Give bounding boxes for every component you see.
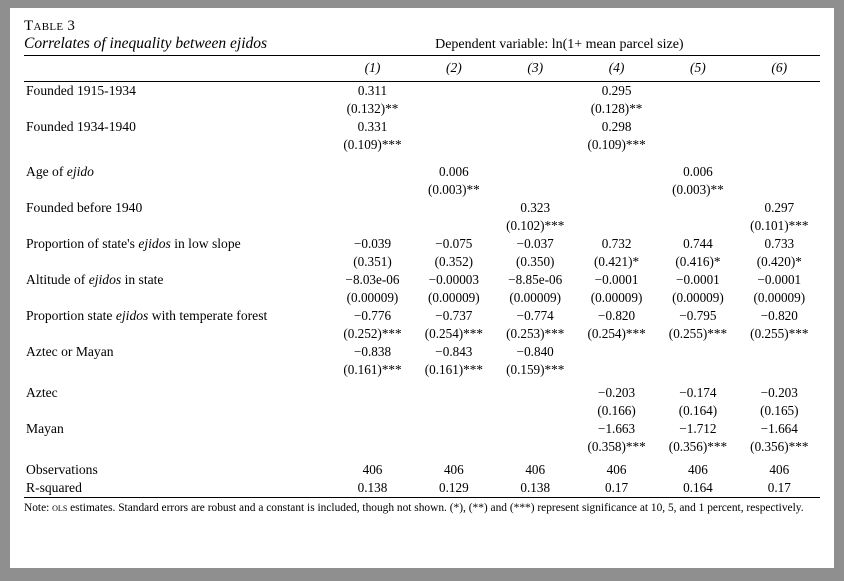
coef-cell bbox=[657, 199, 738, 217]
column-header-row bbox=[24, 56, 820, 81]
table-number: Table 3 bbox=[24, 18, 76, 34]
rsq-cell: 0.164 bbox=[683, 480, 713, 495]
coef-cell bbox=[657, 118, 738, 136]
se-cell: (0.254)*** bbox=[424, 326, 483, 341]
table-row-se bbox=[24, 402, 820, 420]
table-row bbox=[24, 307, 820, 325]
coef-cell: −1.663 bbox=[598, 421, 636, 436]
rsq-cell: 0.138 bbox=[357, 480, 388, 495]
coef-cell: 0.297 bbox=[764, 200, 795, 215]
se-cell: (0.00009) bbox=[346, 290, 399, 305]
se-cell bbox=[576, 361, 657, 379]
coef-cell: −1.664 bbox=[760, 421, 798, 436]
coef-cell: −0.00003 bbox=[428, 272, 479, 287]
table-row-se bbox=[24, 100, 820, 118]
table-page bbox=[10, 8, 834, 568]
se-cell bbox=[495, 136, 576, 154]
column-header-2: (2) bbox=[445, 60, 462, 75]
table-row-se bbox=[24, 136, 820, 154]
table-row bbox=[24, 343, 820, 361]
row-label: Altitude of ejidos in state bbox=[26, 272, 164, 287]
column-header-1: (1) bbox=[364, 60, 381, 75]
coef-cell: −0.820 bbox=[598, 308, 636, 323]
se-cell: (0.358)*** bbox=[587, 439, 646, 454]
se-cell: (0.00009) bbox=[428, 290, 480, 305]
results-table bbox=[24, 55, 820, 516]
rsq-cell: 0.17 bbox=[767, 480, 791, 495]
se-cell: (0.132)** bbox=[346, 101, 399, 116]
column-header-4: (4) bbox=[608, 60, 625, 75]
row-label: Age of ejido bbox=[26, 164, 94, 179]
se-cell: (0.164) bbox=[678, 403, 718, 418]
se-cell bbox=[657, 136, 738, 154]
coef-cell: 0.323 bbox=[520, 200, 551, 215]
row-label-blank bbox=[24, 181, 332, 199]
coef-cell bbox=[739, 118, 820, 136]
coef-cell: −0.0001 bbox=[676, 272, 720, 287]
coef-cell bbox=[739, 163, 820, 181]
table-row bbox=[24, 384, 820, 402]
se-cell: (0.421)* bbox=[594, 254, 640, 269]
row-label: R-squared bbox=[26, 480, 82, 495]
se-cell bbox=[657, 100, 738, 118]
rsq-cell: 0.129 bbox=[439, 480, 469, 495]
se-cell bbox=[657, 217, 738, 235]
se-cell bbox=[576, 217, 657, 235]
row-label-blank bbox=[24, 289, 332, 307]
se-cell bbox=[332, 181, 413, 199]
coef-cell: −0.737 bbox=[435, 308, 473, 323]
coef-cell: −1.712 bbox=[679, 421, 717, 436]
se-cell: (0.255)*** bbox=[668, 326, 728, 341]
se-cell bbox=[495, 438, 576, 456]
row-label-blank bbox=[24, 253, 332, 271]
row-label-blank bbox=[24, 136, 332, 154]
coef-cell: −8.03e-06 bbox=[345, 272, 400, 287]
coef-cell: −0.203 bbox=[760, 385, 798, 400]
table-row bbox=[24, 420, 820, 438]
column-header-3: (3) bbox=[527, 60, 544, 75]
row-label-blank bbox=[24, 361, 332, 379]
coef-cell: −0.795 bbox=[679, 308, 717, 323]
coef-cell: 0.733 bbox=[764, 236, 795, 251]
obs-cell: 406 bbox=[525, 462, 546, 477]
coef-cell bbox=[332, 420, 413, 438]
se-cell bbox=[332, 438, 413, 456]
coef-cell bbox=[495, 118, 576, 136]
se-cell: (0.128)** bbox=[590, 101, 643, 116]
coef-cell: −0.203 bbox=[598, 385, 636, 400]
se-cell bbox=[739, 181, 820, 199]
se-cell: (0.003)** bbox=[428, 182, 480, 197]
table-row bbox=[24, 271, 820, 289]
se-cell: (0.166) bbox=[597, 403, 636, 418]
coef-cell bbox=[413, 118, 494, 136]
row-label: Founded 1934-1940 bbox=[26, 119, 136, 134]
se-cell: (0.254)*** bbox=[587, 326, 646, 341]
obs-cell: 406 bbox=[769, 462, 790, 477]
table-row bbox=[24, 82, 820, 100]
se-cell: (0.165) bbox=[760, 403, 799, 418]
coef-cell: −0.0001 bbox=[594, 272, 639, 287]
se-cell: (0.00009) bbox=[753, 290, 806, 305]
se-cell: (0.252)*** bbox=[343, 326, 402, 341]
se-cell: (0.159)*** bbox=[506, 362, 565, 377]
se-cell bbox=[332, 402, 413, 420]
se-cell bbox=[495, 181, 576, 199]
coef-cell: −8.85e-06 bbox=[508, 272, 563, 287]
coef-cell bbox=[576, 199, 657, 217]
coef-cell: 0.744 bbox=[683, 236, 713, 251]
table-row-se bbox=[24, 289, 820, 307]
dependent-variable-label: Dependent variable: ln(1+ mean parcel size) bbox=[435, 37, 684, 52]
coef-cell: 0.006 bbox=[683, 164, 713, 179]
coef-cell: −0.838 bbox=[353, 344, 392, 359]
coef-cell: −0.075 bbox=[435, 236, 473, 251]
se-cell bbox=[332, 217, 413, 235]
se-cell bbox=[413, 438, 494, 456]
coef-cell bbox=[413, 82, 494, 100]
table-row-se bbox=[24, 253, 820, 271]
coef-cell bbox=[332, 199, 413, 217]
se-cell: (0.255)*** bbox=[750, 326, 809, 341]
se-cell bbox=[495, 100, 576, 118]
se-cell bbox=[739, 100, 820, 118]
se-cell: (0.109)*** bbox=[587, 137, 646, 152]
table-row bbox=[24, 235, 820, 253]
se-cell: (0.161)*** bbox=[424, 362, 483, 377]
title-row bbox=[24, 35, 820, 53]
coef-cell bbox=[495, 384, 576, 402]
table-row-se bbox=[24, 438, 820, 456]
obs-cell: 406 bbox=[606, 462, 627, 477]
se-cell: (0.00009) bbox=[509, 290, 562, 305]
se-cell bbox=[413, 402, 494, 420]
coef-cell bbox=[332, 384, 413, 402]
coef-cell: 0.006 bbox=[439, 164, 469, 179]
obs-cell: 406 bbox=[443, 462, 464, 477]
se-cell bbox=[739, 361, 820, 379]
se-cell: (0.351) bbox=[353, 254, 392, 269]
coef-cell: 0.331 bbox=[357, 119, 388, 134]
row-label: Founded 1915-1934 bbox=[26, 83, 136, 98]
rsq-cell: 0.138 bbox=[520, 480, 551, 495]
se-cell: (0.352) bbox=[434, 254, 474, 269]
se-cell: (0.350) bbox=[515, 254, 555, 269]
coef-cell bbox=[413, 199, 494, 217]
row-label: Proportion of state's ejidos in low slope bbox=[26, 236, 241, 251]
coef-cell bbox=[495, 163, 576, 181]
coef-cell bbox=[739, 343, 820, 361]
row-label-blank bbox=[24, 217, 332, 235]
se-cell bbox=[413, 100, 494, 118]
table-row-se bbox=[24, 181, 820, 199]
row-label: Founded before 1940 bbox=[26, 200, 143, 215]
table-row bbox=[24, 118, 820, 136]
obs-cell: 406 bbox=[688, 462, 708, 477]
se-cell bbox=[657, 361, 738, 379]
se-cell: (0.356)*** bbox=[668, 439, 728, 454]
coef-cell: −0.0001 bbox=[757, 272, 802, 287]
table-container bbox=[24, 18, 820, 516]
coef-cell: −0.039 bbox=[353, 236, 392, 251]
coef-cell: 0.732 bbox=[601, 236, 632, 251]
coef-cell bbox=[413, 420, 494, 438]
se-cell: (0.102)*** bbox=[506, 218, 565, 233]
row-label: Observations bbox=[26, 462, 98, 477]
se-cell: (0.101)*** bbox=[750, 218, 809, 233]
se-cell bbox=[413, 217, 494, 235]
se-cell: (0.253)*** bbox=[506, 326, 565, 341]
coef-cell bbox=[332, 163, 413, 181]
coef-cell: 0.295 bbox=[601, 83, 632, 98]
se-cell: (0.420)* bbox=[756, 254, 802, 269]
table-note: Note: ols estimates. Standard errors are robust and a constant is included, though not shown. (*), (**) and (***) represent significance at 10, 5, and 1 percent, respectively. bbox=[24, 502, 804, 514]
coef-cell: 0.311 bbox=[357, 83, 388, 98]
row-label-blank bbox=[24, 325, 332, 343]
coef-cell: −0.840 bbox=[516, 344, 554, 359]
coef-cell: −0.174 bbox=[679, 385, 717, 400]
coef-cell: −0.843 bbox=[435, 344, 473, 359]
coef-cell bbox=[576, 343, 657, 361]
coef-cell bbox=[657, 82, 738, 100]
coef-cell bbox=[413, 384, 494, 402]
row-label: Aztec or Mayan bbox=[26, 344, 114, 359]
se-cell: (0.109)*** bbox=[343, 137, 402, 152]
coef-cell: −0.774 bbox=[516, 308, 554, 323]
table-row-se bbox=[24, 217, 820, 235]
row-label: Mayan bbox=[26, 421, 64, 436]
row-label-blank bbox=[24, 402, 332, 420]
se-cell bbox=[495, 402, 576, 420]
se-cell: (0.003)** bbox=[672, 182, 724, 197]
coef-cell bbox=[576, 163, 657, 181]
coef-cell bbox=[739, 82, 820, 100]
row-label: Aztec bbox=[26, 385, 58, 400]
se-cell: (0.356)*** bbox=[750, 439, 809, 454]
rsq-cell: 0.17 bbox=[605, 480, 629, 495]
coef-cell bbox=[657, 343, 738, 361]
table-row-se bbox=[24, 325, 820, 343]
se-cell: (0.00009) bbox=[672, 290, 724, 305]
se-cell: (0.00009) bbox=[590, 290, 643, 305]
coef-cell: −0.037 bbox=[516, 236, 554, 251]
se-cell: (0.416)* bbox=[675, 254, 721, 269]
table-title: Correlates of inequality between ejidos bbox=[24, 35, 268, 52]
row-label: Proportion state ejidos with temperate forest bbox=[26, 308, 268, 323]
column-header-6: (6) bbox=[771, 60, 788, 75]
table-title-block bbox=[24, 18, 820, 53]
se-cell bbox=[576, 181, 657, 199]
row-spacer bbox=[24, 154, 820, 163]
summary-row-rsquared bbox=[24, 479, 820, 497]
table-row-se bbox=[24, 361, 820, 379]
coef-cell: −0.820 bbox=[760, 308, 798, 323]
coef-cell bbox=[495, 420, 576, 438]
obs-cell: 406 bbox=[362, 462, 383, 477]
summary-row-observations bbox=[24, 461, 820, 479]
table-row bbox=[24, 199, 820, 217]
se-cell: (0.161)*** bbox=[343, 362, 402, 377]
table-note-row bbox=[24, 498, 820, 516]
column-header-5: (5) bbox=[690, 60, 706, 75]
se-cell bbox=[413, 136, 494, 154]
coef-cell: 0.298 bbox=[601, 119, 632, 134]
coef-cell bbox=[495, 82, 576, 100]
row-label-blank bbox=[24, 438, 332, 456]
table-row bbox=[24, 163, 820, 181]
row-label-blank bbox=[24, 100, 332, 118]
coef-cell: −0.776 bbox=[353, 308, 392, 323]
se-cell bbox=[739, 136, 820, 154]
